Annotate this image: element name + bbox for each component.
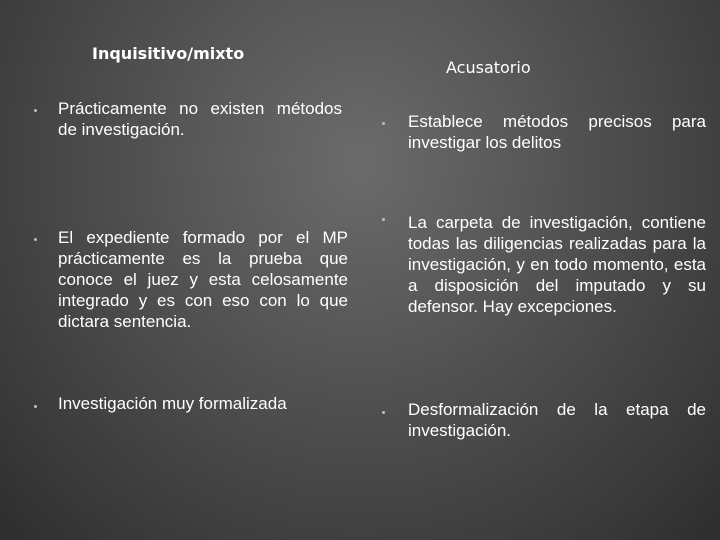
right-item-2: La carpeta de investigación, contiene todas las diligencias realizadas para la investigación, y en todo momento, esta a disposición del imputado y su defensor. Hay excepciones.	[408, 213, 706, 316]
bullet-icon	[382, 122, 385, 125]
right-item-3: Desformalización de la etapa de investigación.	[408, 400, 706, 440]
left-item-1: Prácticamente no existen métodos de investigación.	[58, 99, 342, 139]
right-item-1: Establece métodos precisos para investigar los delitos	[408, 112, 706, 152]
bullet-icon	[382, 218, 385, 221]
left-item-2: El expediente formado por el MP prácticamente es la prueba que conoce el juez y esta celosamente integrado y es con eso con lo que dictara sentencia.	[58, 228, 348, 331]
bullet-icon	[382, 411, 385, 414]
bullet-icon	[34, 238, 37, 241]
bullet-icon	[34, 109, 37, 112]
right-column-title: Acusatorio	[446, 58, 531, 77]
left-column-title: Inquisitivo/mixto	[92, 44, 245, 63]
left-item-3: Investigación muy formalizada	[58, 394, 287, 413]
bullet-icon	[34, 405, 37, 408]
